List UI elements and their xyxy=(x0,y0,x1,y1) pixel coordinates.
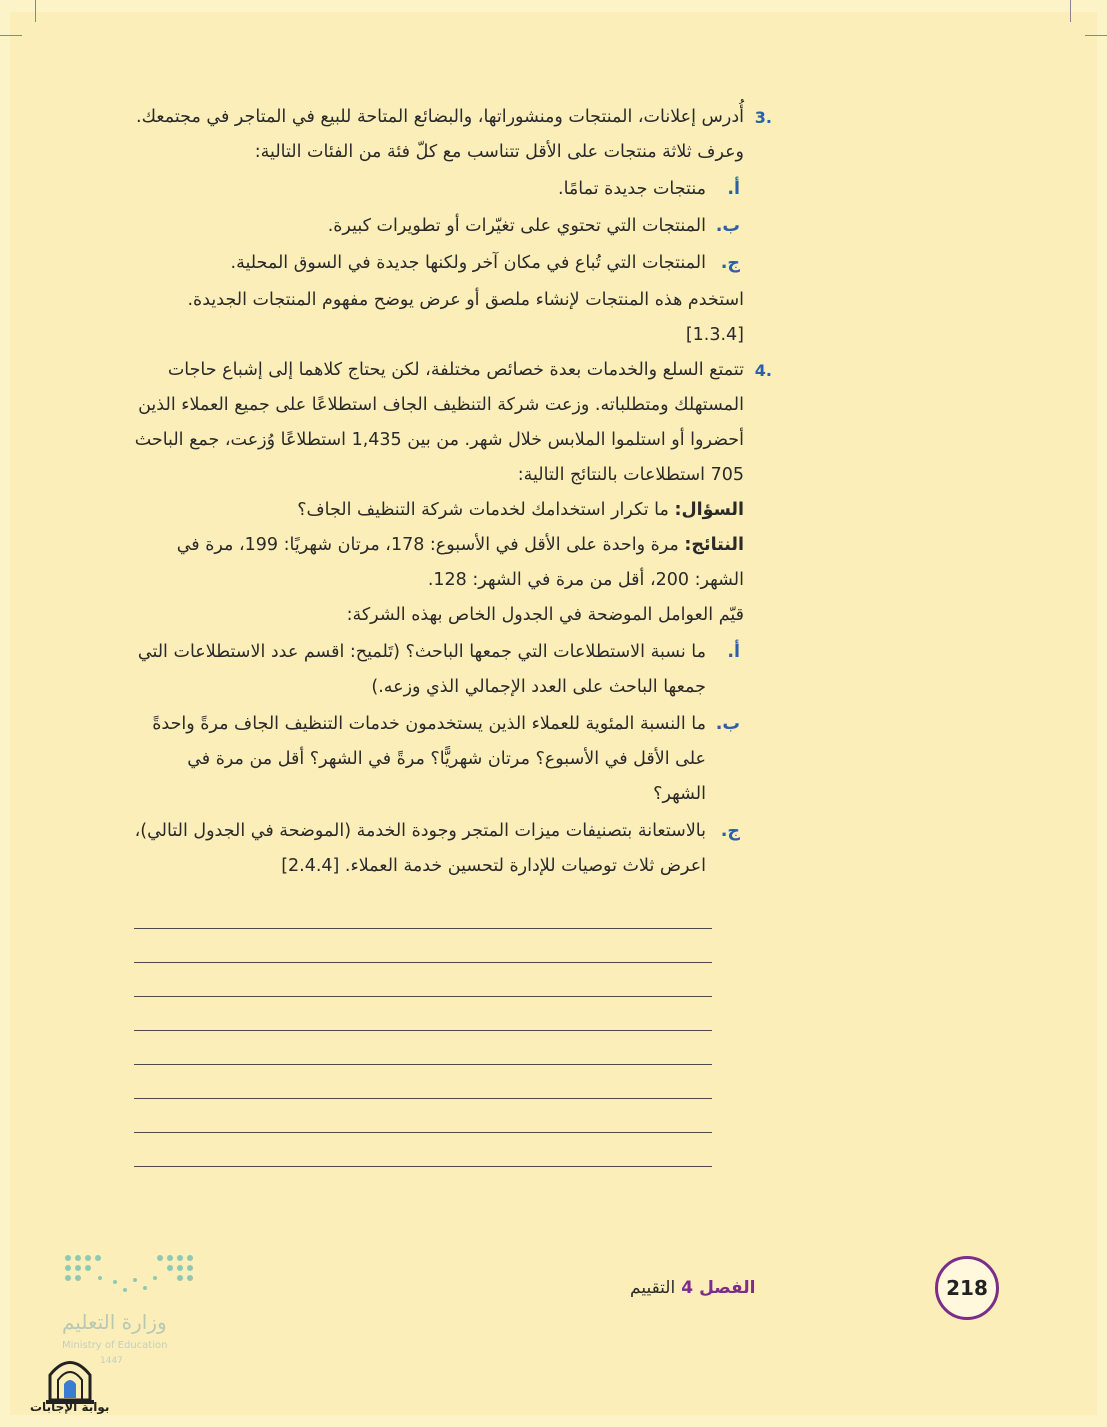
sub-item xyxy=(132,246,744,281)
evaluate-instruction: قيّم العوامل الموضحة في الجدول الخاص بهذه الشركة: xyxy=(346,605,744,625)
answer-line[interactable] xyxy=(134,1030,712,1031)
question-label: السؤال: xyxy=(674,500,744,520)
sub-item xyxy=(132,172,744,207)
survey-results xyxy=(132,528,744,598)
question-number: .4 xyxy=(754,361,772,380)
survey-question xyxy=(132,493,744,528)
sub-text: ما النسبة المئوية للعملاء الذين يستخدمون خدمات التنظيف الجاف مرةً واحدةً على الأقل في الأسبوع؟ مرتان شهريًّا؟ مرةً في الشهر؟ أقل من مرة في الشهر؟ xyxy=(152,714,706,804)
crop-mark xyxy=(0,35,22,36)
question-number: .3 xyxy=(754,108,772,127)
answer-line[interactable] xyxy=(134,928,712,929)
exercise-content xyxy=(132,100,772,886)
sub-item xyxy=(132,209,744,244)
crop-mark xyxy=(35,0,36,22)
sub-letter: أ. xyxy=(727,179,740,199)
sub-text: منتجات جديدة تمامًا. xyxy=(558,179,706,199)
badge-label: بوابة الإجابات xyxy=(30,1400,110,1414)
ministry-year: 1447 xyxy=(100,1356,123,1366)
chapter-title: التقييم xyxy=(630,1278,676,1298)
question-4 xyxy=(132,353,772,884)
standard-reference: [1.3.4] xyxy=(685,325,744,345)
question-intro: تتمتع السلع والخدمات بعدة خصائص مختلفة، لكن يحتاج كلاهما إلى إشباع حاجات المستهلك ومتطلباته. وزعت شركة التنظيف الجاف استطلاعًا على جميع العملاء الذين أحضروا أو استلموا الملابس خلال شهر. من بين 1,435 استطلاعًا وُزعت، جمع الباحث 705 استطلاعات بالنتائج التالية: xyxy=(134,360,744,485)
sub-letter: ج. xyxy=(720,253,740,273)
sub-letter: ب. xyxy=(715,216,740,236)
sub-text: المنتجات التي تحتوي على تغيّرات أو تطويرات كبيرة. xyxy=(327,216,706,236)
question-intro: أُدرس إعلانات، المنتجات ومنشوراتها، والبضائع المتاحة للبيع في المتاجر في مجتمعك. وعرف ثلاثة منتجات على الأقل تتناسب مع كلّ فئة من الفئات التالية: xyxy=(136,107,744,162)
answer-line[interactable] xyxy=(134,1132,712,1133)
sub-item xyxy=(132,814,744,884)
answer-line[interactable] xyxy=(134,996,712,997)
sub-text: بالاستعانة بتصنيفات ميزات المتجر وجودة الخدمة (الموضحة في الجدول التالي)، اعرض ثلاث توصيات للإدارة لتحسين خدمة العملاء. [2.4.4] xyxy=(134,821,706,876)
chapter-label: الفصل xyxy=(699,1278,756,1298)
answer-lines[interactable] xyxy=(134,928,712,1200)
answer-line[interactable] xyxy=(134,1098,712,1099)
answer-line[interactable] xyxy=(134,1166,712,1167)
sub-item xyxy=(132,635,744,705)
ministry-name-en: Ministry of Education xyxy=(62,1340,168,1351)
sub-letter: أ. xyxy=(727,642,740,662)
answer-line[interactable] xyxy=(134,1064,712,1065)
crop-mark xyxy=(1070,0,1071,22)
sub-letter: ج. xyxy=(720,821,740,841)
sub-text: ما نسبة الاستطلاعات التي جمعها الباحث؟ (تَلميح: اقسم عدد الاستطلاعات التي جمعها الباحث على العدد الإجمالي الذي وزعه.) xyxy=(137,642,706,697)
ministry-name-ar: وزارة التعليم xyxy=(62,1310,167,1334)
crop-mark xyxy=(1085,35,1107,36)
question-3 xyxy=(132,100,772,353)
results-text: مرة واحدة على الأقل في الأسبوع: 178، مرتان شهريًا: 199، مرة في الشهر: 200، أقل من مرة في الشهر: 128. xyxy=(176,535,744,590)
sub-letter: ب. xyxy=(715,714,740,734)
page-number: 218 xyxy=(935,1256,999,1320)
chapter-number: 4 xyxy=(681,1278,694,1298)
results-label: النتائج: xyxy=(684,535,744,555)
question-text: ما تكرار استخدامك لخدمات شركة التنظيف الجاف؟ xyxy=(297,500,669,520)
sub-item xyxy=(132,707,744,812)
sub-text: المنتجات التي تُباع في مكان آخر ولكنها جديدة في السوق المحلية. xyxy=(230,253,706,273)
answer-line[interactable] xyxy=(134,962,712,963)
chapter-footer xyxy=(630,1278,755,1298)
question-closing: استخدم هذه المنتجات لإنشاء ملصق أو عرض يوضح مفهوم المنتجات الجديدة. xyxy=(187,290,744,310)
